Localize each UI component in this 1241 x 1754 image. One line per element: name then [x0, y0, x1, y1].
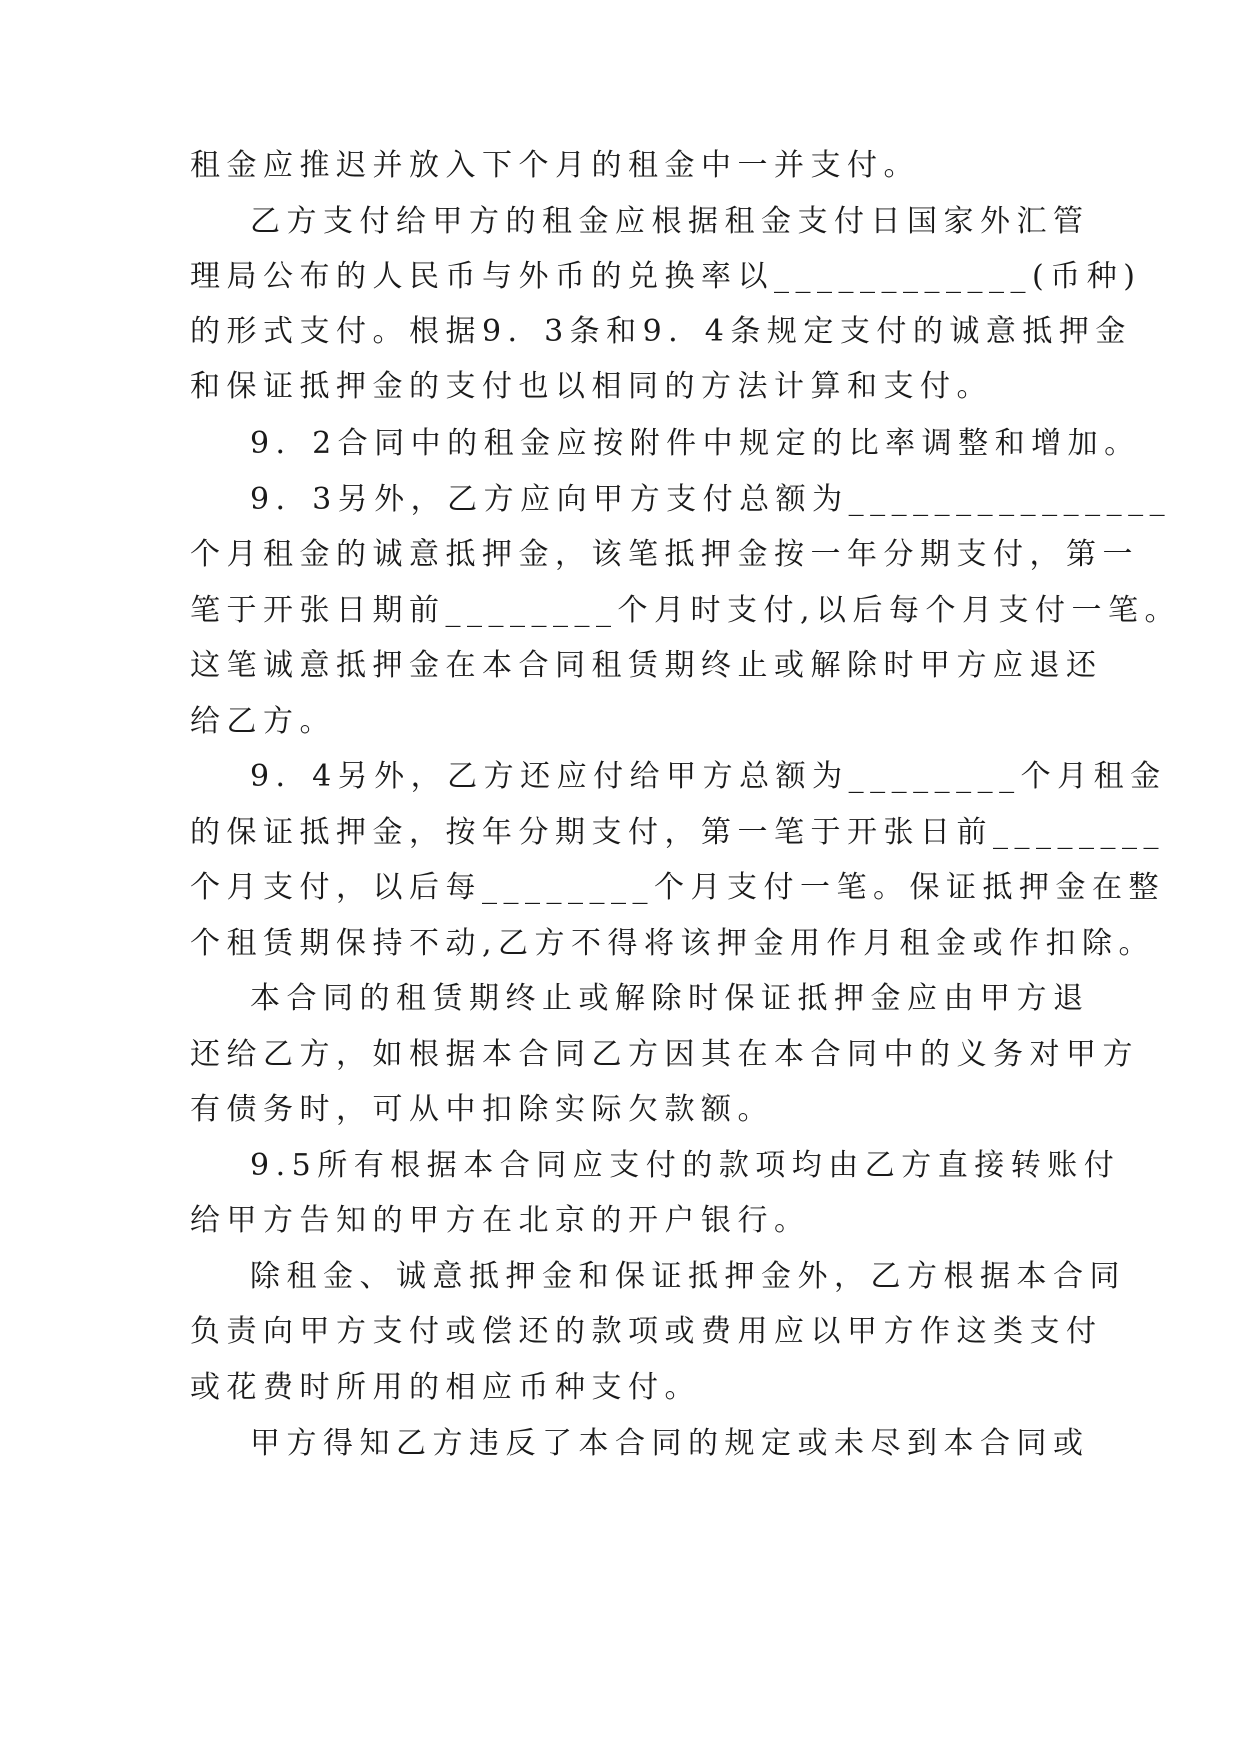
text-line: 给乙方。 — [190, 704, 336, 739]
text-line: 笔于开张日期前________个月时支付,以后每个月支付一笔。 — [190, 593, 1182, 628]
text-line: 或花费时所用的相应币种支付。 — [190, 1370, 701, 1405]
text-line: 还给乙方，如根据本合同乙方因其在本合同中的义务对甲方 — [190, 1037, 1139, 1072]
text-line: 9．3另外，乙方应向甲方支付总额为_______________ — [250, 482, 1172, 517]
text-line: 本合同的租赁期终止或解除时保证抵押金应由甲方退 — [250, 981, 1090, 1016]
text-line: 个月租金的诚意抵押金，该笔抵押金按一年分期支付，第一 — [190, 537, 1139, 572]
text-line: 这笔诚意抵押金在本合同租赁期终止或解除时甲方应退还 — [190, 648, 1103, 683]
text-line: 理局公布的人民币与外币的兑换率以____________(币种) — [190, 259, 1142, 294]
text-line: 乙方支付给甲方的租金应根据租金支付日国家外汇管 — [250, 204, 1090, 239]
text-line: 甲方得知乙方违反了本合同的规定或未尽到本合同或 — [250, 1426, 1090, 1461]
text-line: 的保证抵押金，按年分期支付，第一笔于开张日前________ — [190, 815, 1165, 850]
text-line: 除租金、诚意抵押金和保证抵押金外，乙方根据本合同 — [250, 1259, 1126, 1294]
text-line: 9.5所有根据本合同应支付的款项均由乙方直接转账付 — [250, 1148, 1121, 1183]
text-line: 9．2合同中的租金应按附件中规定的比率调整和增加。 — [250, 426, 1141, 461]
text-line: 个月支付，以后每________个月支付一笔。保证抵押金在整 — [190, 870, 1165, 905]
text-line: 租金应推迟并放入下个月的租金中一并支付。 — [190, 148, 920, 183]
text-line: 个租赁期保持不动,乙方不得将该押金用作月租金或作扣除。 — [190, 926, 1156, 961]
text-line: 有债务时，可从中扣除实际欠款额。 — [190, 1092, 774, 1127]
text-line: 的形式支付。根据9．3条和9．4条规定支付的诚意抵押金 — [190, 314, 1132, 349]
text-line: 负责向甲方支付或偿还的款项或费用应以甲方作这类支付 — [190, 1314, 1103, 1349]
text-line: 给甲方告知的甲方在北京的开户银行。 — [190, 1203, 811, 1238]
text-line: 9．4另外，乙方还应付给甲方总额为________个月租金 — [250, 759, 1167, 794]
text-line: 和保证抵押金的支付也以相同的方法计算和支付。 — [190, 369, 993, 404]
